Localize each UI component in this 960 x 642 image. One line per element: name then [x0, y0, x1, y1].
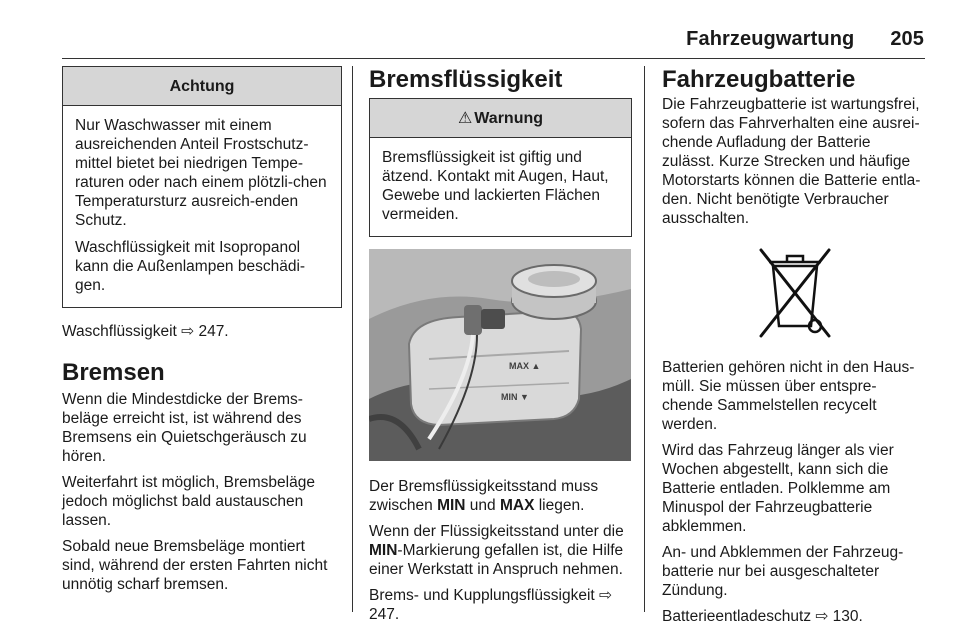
page-number: 205 — [890, 28, 924, 50]
column-divider-2 — [644, 66, 645, 612]
column-1 — [62, 66, 342, 601]
column-3 — [662, 66, 927, 633]
min-marking: MIN ▼ — [501, 392, 529, 402]
brake-fluid-heading: Bremsflüssigkeit — [369, 66, 563, 93]
brakes-text-2: Weiterfahrt ist möglich, Bremsbeläge jedoch möglichst bald austauschen lassen. — [62, 474, 315, 529]
page-header — [686, 28, 924, 51]
caution-box — [62, 66, 342, 308]
caution-title: Achtung — [63, 67, 341, 106]
caution-text-2: Waschflüssigkeit mit Isopropanol kann die Außenlampen beschädi-gen. — [75, 239, 306, 294]
column-divider-1 — [352, 66, 353, 612]
caution-text-1: Nur Waschwasser mit einem ausreichenden Anteil Frostschutz-mittel bietet bei niedrigen Tempe-raturen oder nach einem plötzli-chen Temperatursturz ausreich-enden Schutz. — [75, 117, 327, 229]
battery-text-2: Batterien gehören nicht in den Haus-müll. Sie müssen über entspre-chende Sammelstellen recycelt werden. — [662, 359, 915, 433]
brakes-text-1: Wenn die Mindestdicke der Brems-beläge erreicht ist, ist während des Bremsens ein Quietschgeräusch zu hören. — [62, 391, 307, 465]
header-rule — [62, 58, 925, 59]
battery-text-4: An- und Abklemmen der Fahrzeug-batterie nur bei ausgeschalteter Zündung. — [662, 544, 904, 599]
low-level-text: Wenn der Flüssigkeitsstand unter die MIN-Markierung gefallen ist, die Hilfe einer Werkstatt in Anspruch nehmen. — [369, 523, 624, 578]
washer-fluid-reference[interactable]: Waschflüssigkeit ⇨ 247. — [62, 323, 229, 340]
brake-fluid-reservoir-photo — [369, 249, 631, 461]
brakes-text-3: Sobald neue Bremsbeläge montiert sind, während der ersten Fahrten nicht unnötig scharf bremsen. — [62, 538, 328, 593]
fluid-reference[interactable]: Brems- und Kupplungsflüssigkeit ⇨ 247. — [369, 587, 613, 623]
battery-heading: Fahrzeugbatterie — [662, 66, 856, 93]
warning-text: Bremsflüssigkeit ist giftig und ätzend. Kontakt mit Augen, Haut, Gewebe und lackierten Flächen vermeiden. — [382, 149, 609, 223]
warning-title-bar — [370, 99, 631, 138]
warning-box — [369, 98, 632, 237]
level-text: Der Bremsflüssigkeitsstand muss zwischen MIN und MAX liegen. — [369, 478, 599, 514]
brakes-heading: Bremsen — [62, 359, 165, 386]
battery-discharge-reference[interactable]: Batterieentladeschutz ⇨ 130. — [662, 608, 863, 625]
max-marking: MAX ▲ — [509, 361, 541, 371]
column-2 — [369, 66, 632, 631]
section-title: Fahrzeugwartung — [686, 28, 855, 50]
warning-title: Warnung — [474, 110, 544, 127]
crossed-out-bin-icon — [755, 238, 835, 342]
battery-text-3: Wird das Fahrzeug länger als vier Wochen abgestellt, kann sich die Batterie entladen. Polklemme am Minuspol der Fahrzeugbatterie abklemmen. — [662, 442, 894, 535]
warning-icon: ⚠ — [457, 110, 473, 127]
battery-text-1: Die Fahrzeugbatterie ist wartungsfrei, sofern das Fahrverhalten eine ausrei-chende Aufladung der Batterie zulässt. Kurze Strecken und häufige Motorstarts können die Batterie entla-den. Nicht benötigte Verbraucher ausschalten. — [662, 96, 921, 227]
